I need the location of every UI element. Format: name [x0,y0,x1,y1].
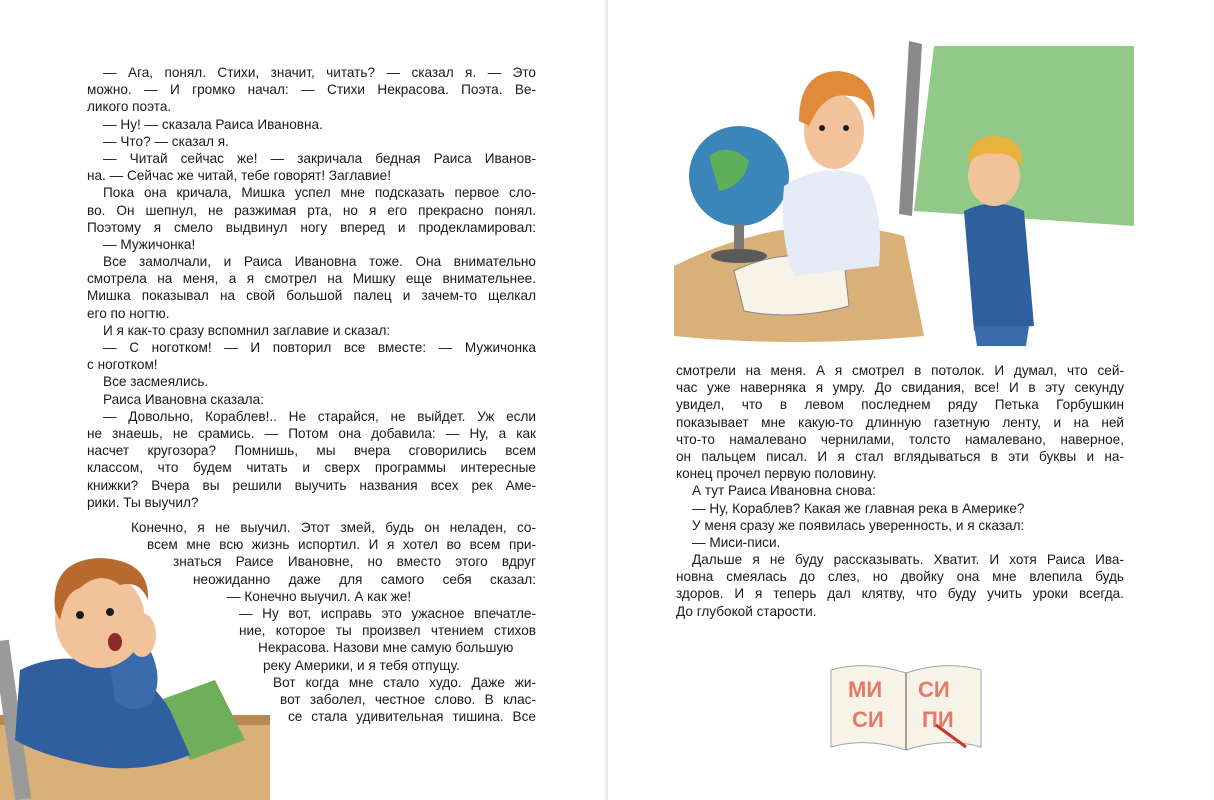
teacher-and-boy-illustration [674,36,1142,348]
text-line: Конечно, я не выучил. Этот змей, будь он неладен, со- [131,520,536,535]
text-line: — Ага, понял. Стихи, значит, читать? — сказал я. — Это [103,65,536,80]
text-line: знаться Раисе Ивановне, но вместо этого вдруг [173,554,536,570]
text-line: Вот когда мне стало худо. Даже жи- [273,674,536,690]
text-line: — Ну! — сказала Раиса Ивановна. [103,116,323,132]
boy-eye-right [106,608,114,616]
text-line: конец прочел первую половину. [676,466,877,482]
text-line: Поэтому я смело выдвинул ногу вперед и продекламировал: [87,219,536,235]
text-line: Дальше я не буду рассказывать. Хватит. И хотя Раиса Ива- [692,552,1124,568]
text-line: Все засмеялись. [103,374,209,390]
text-line: Некрасова. Назови мне самую большую [258,640,514,656]
text-line: ние, которое ты произвел чтением стихов [239,623,536,639]
standing-boy-jacket [964,204,1034,332]
text-line: — Миси-писи. [692,534,781,550]
right-page [608,0,1214,800]
text-line: можно. — И громко начал: — Стихи Некрасова. Поэта. Ве- [87,82,536,98]
text-line: новна смеялась до слез, но двойку она мне влепила будь [676,569,1124,585]
text-line: — Ну вот, исправь это ужасное впечатле- [239,605,536,621]
chalkboard [914,46,1134,226]
text-line: се стала удивительная тишина. Все [288,709,536,725]
text-line: Раиса Ивановна сказала: [103,391,264,407]
text-line: — Конечно выучил. А как же! [227,588,412,604]
text-line: — Ну, Кораблев? Какая же главная река в Америке? [692,500,1025,516]
text-line: классом, что будем читать и сверх программы интересные [87,460,536,476]
text-line: И я как-то сразу вспомнил заглавие и сказал: [103,322,391,338]
text-line: он пальцем писал. И я стал вглядываться в эти буквы и на- [676,448,1124,464]
left-page [0,0,606,800]
teacher-blouse [783,170,880,276]
text-line: — С ноготком! — И повторил все вместе: — Мужичонка [103,340,536,355]
boy-jacket [15,659,190,769]
text-line: что-то намалевано чернилами, толсто намалевано, наверное, [676,431,1124,447]
text-line: А тут Раиса Ивановна снова: [692,483,876,499]
left-page-text-top [87,64,536,511]
text-line: смотрела на меня, а я смотрел на Мишку еще внимательнее. [87,271,536,287]
text-line: на. — Сейчас же читай, тебе говорят! Заглавие! [87,168,391,184]
text-line: здоров. И я теперь дал клятву, что буду учить уроки всегда. [676,586,1124,602]
text-line: не знаешь, не срамись. — Потом она добавила: — Ну, а как [87,425,536,441]
standing-boy-trousers [974,326,1029,346]
boy-eye-left [76,611,84,619]
text-line: насчет кругозора? Помнишь, мы вчера сговорились всем [87,443,536,459]
text-line: ликого поэта. [87,99,172,115]
teacher-eye-left [819,125,825,131]
notebook-illustration [826,655,986,755]
right-page-text [676,362,1124,620]
text-line: — Что? — сказал я. [103,133,229,149]
text-line: До глубокой старости. [676,603,817,619]
text-line: вот заболел, честное слово. В клас- [280,691,536,707]
notebook-letters-top-1: МИ [848,677,883,702]
notebook-letters-bottom-1: СИ [852,707,884,732]
text-line: его по ногтю. [87,305,170,321]
globe-base [711,249,767,263]
boy-hand [128,613,156,657]
text-line: рики. Ты выучил? [87,494,199,510]
text-line: У меня сразу же появилась уверенность, и я сказал: [692,517,1025,533]
text-line: увидел, что в левом последнем ряду Петька Горбушкин [676,397,1124,413]
text-line: с ноготком! [87,357,158,373]
boy-mouth [108,633,122,651]
text-line: — Читай сейчас же! — закричала бедная Раиса Иванов- [103,150,536,166]
notebook-letters-bottom-2: ПИ [922,707,954,732]
text-line: Пока она кричала, Мишка успел мне подсказать первое сло- [103,185,536,201]
boy-at-desk-illustration [0,540,270,800]
text-line: — Довольно, Кораблев!.. Не старайся, не выйдет. Уж если [103,408,536,424]
text-line: Все замолчали, и Раиса Ивановна тоже. Она внимательно [103,254,536,270]
text-line: Мишка показывал на свой большой палец и зачем-то щелкал [87,288,536,304]
text-line: смотрели на меня. А я смотрел в потолок. И думал, что сей- [676,363,1124,378]
text-line: час уже наверняка я умру. До свидания, все! И в эту секунду [676,380,1124,396]
text-line: во. Он шепнул, не разжимая рта, но я его прекрасно понял. [87,202,536,218]
notebook-letters-top-2: СИ [918,677,950,702]
text-line: реку Америки, и я тебя отпущу. [263,657,460,673]
text-line: книжки? Вчера вы решили выучить названия всех рек Аме- [87,477,536,493]
text-line: показывает мне какую-то длинную газетную ленту, и на ней [676,414,1124,430]
teacher-eye-right [843,125,849,131]
text-line: неожиданно даже для самого себя сказал: [193,571,536,587]
text-line: — Мужичонка! [103,236,196,252]
text-line: всем мне всю жизнь испортил. И я хотел во всем при- [147,537,536,553]
